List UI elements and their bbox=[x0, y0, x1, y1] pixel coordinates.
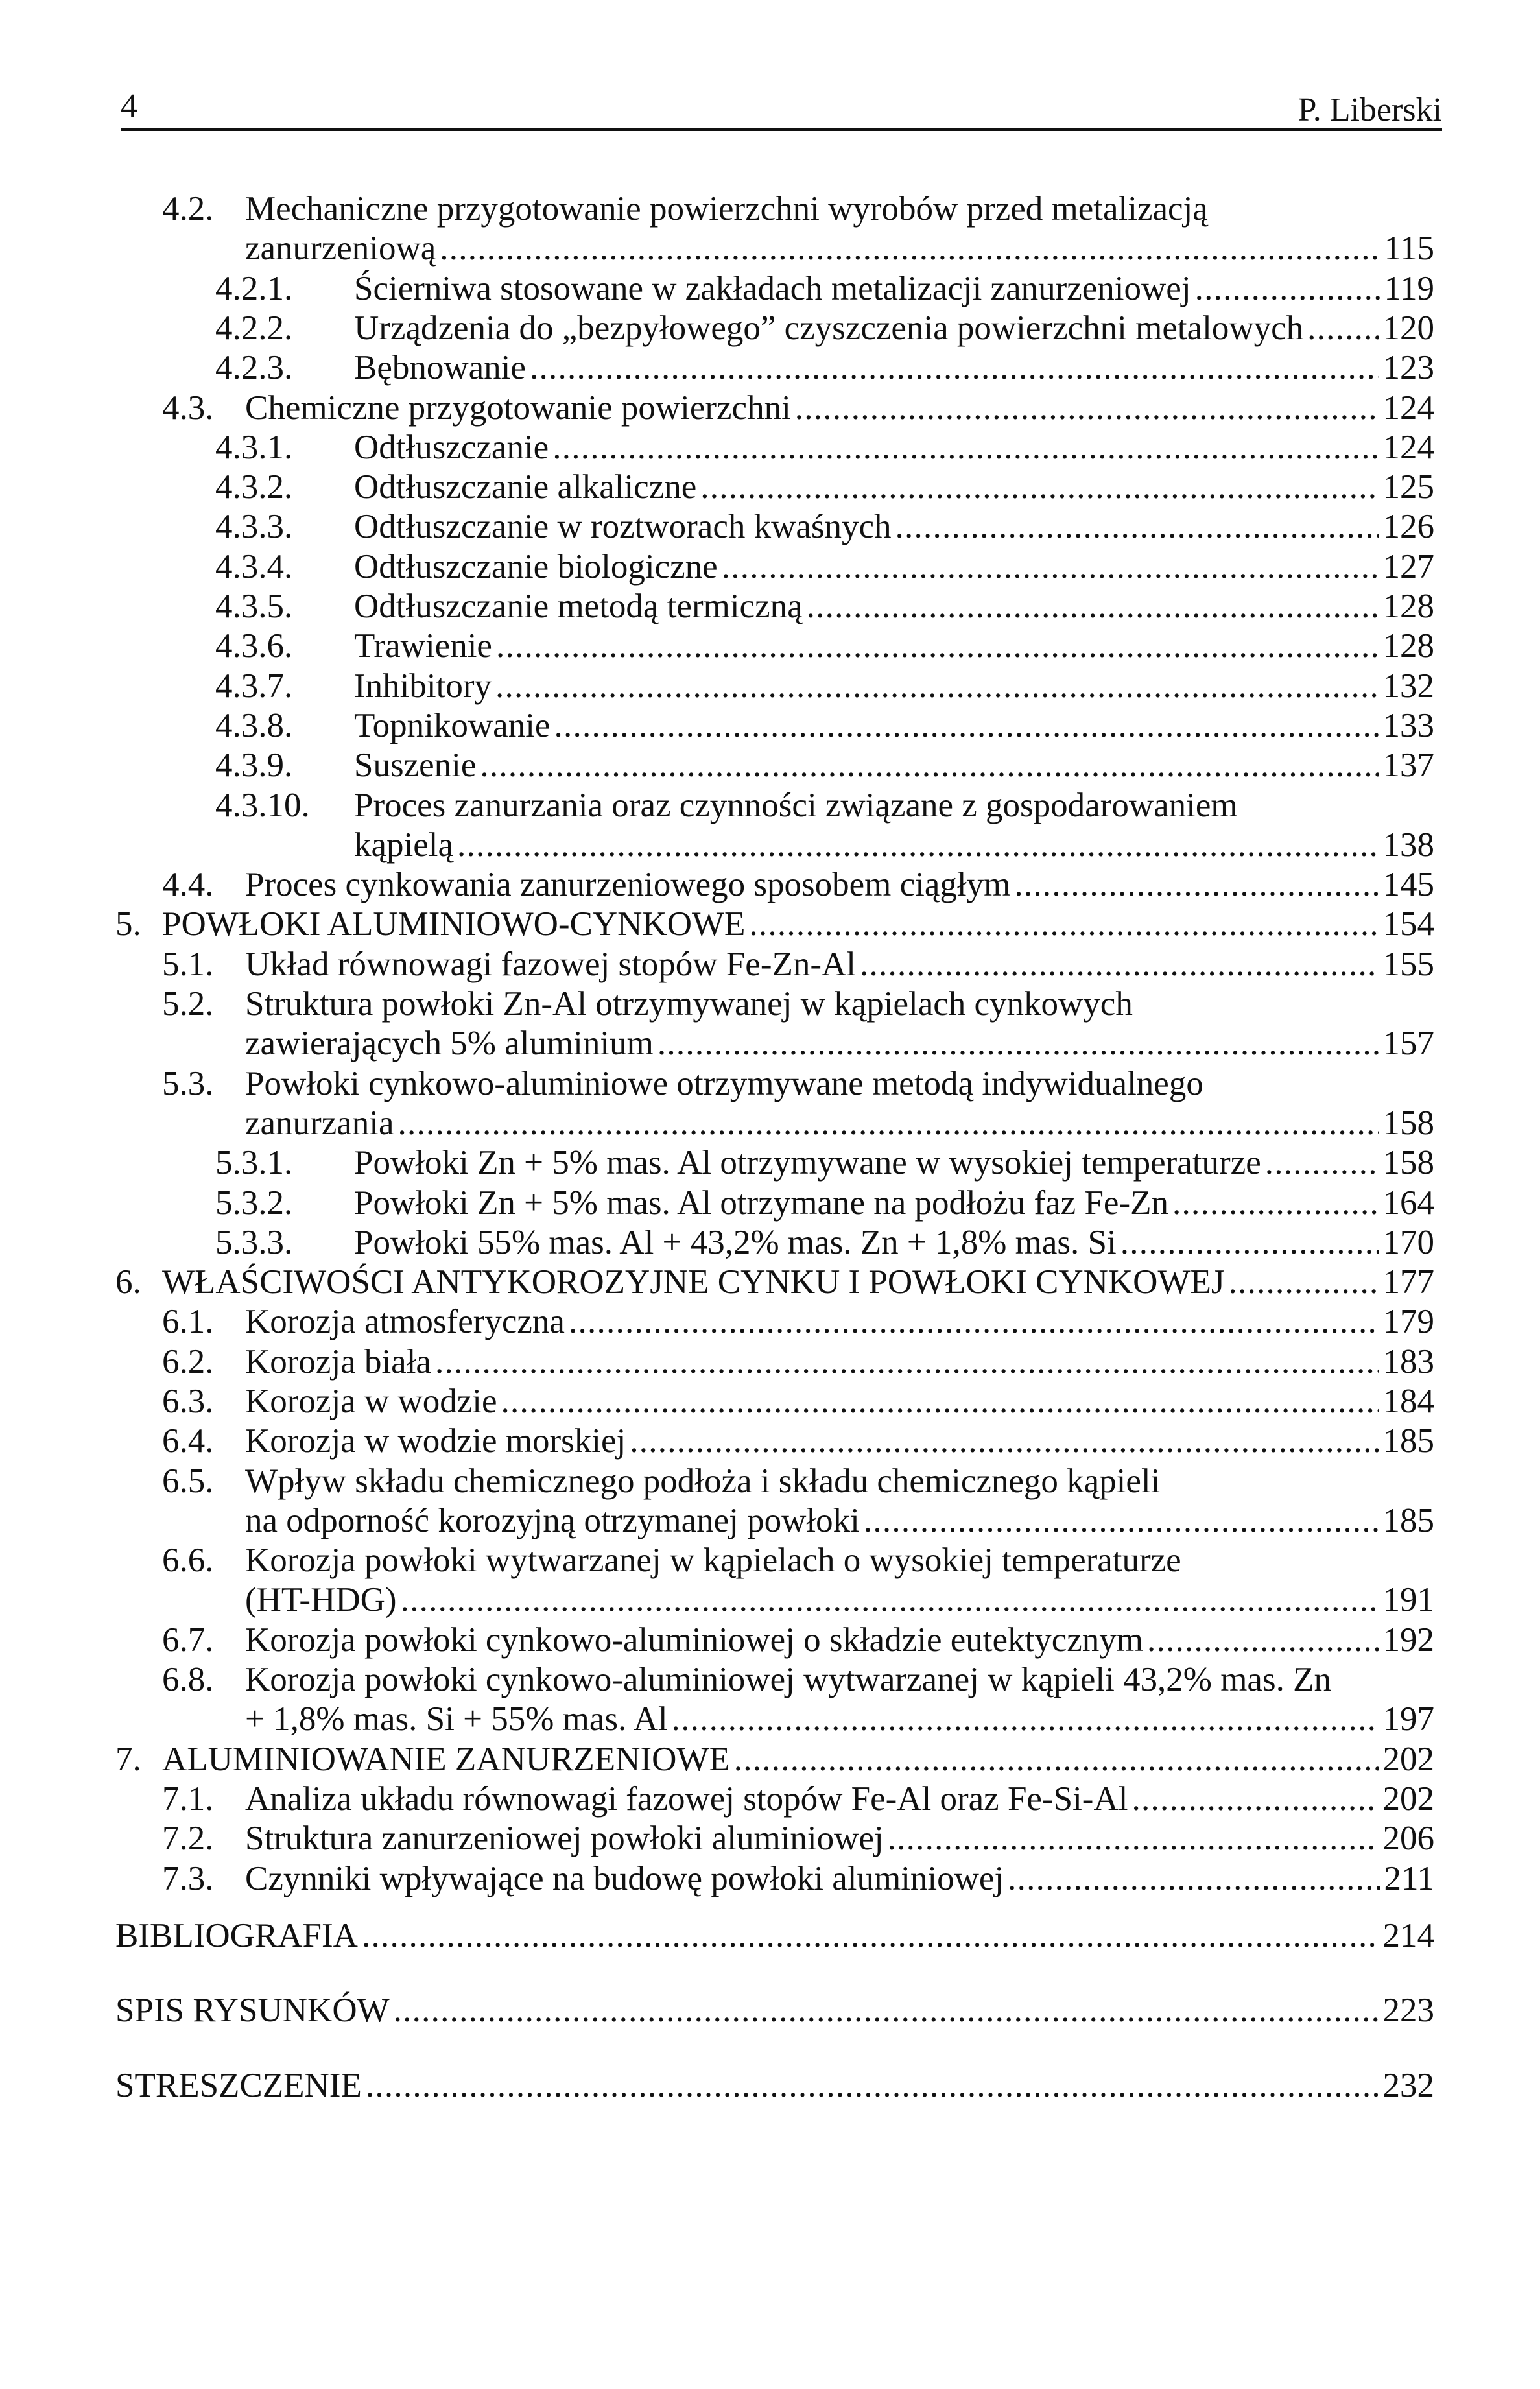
toc-entry-page: 185 bbox=[1382, 1422, 1434, 1460]
toc-entry-page: 137 bbox=[1382, 746, 1434, 785]
toc-entry-title: Odtłuszczanie alkaliczne bbox=[354, 468, 697, 506]
toc-entry[interactable] bbox=[0, 1064, 1540, 1144]
toc-entry-title: Korozja powłoki wytwarzanej w kąpielach o wysokiej temperaturze bbox=[245, 1541, 1181, 1580]
toc-entry-title: kąpielą bbox=[354, 826, 454, 864]
toc-entry-title: Korozja w wodzie morskiej bbox=[245, 1422, 626, 1460]
toc-entry-number: 4.3.8. bbox=[215, 706, 293, 744]
toc-entry-page: 158 bbox=[1382, 1104, 1434, 1142]
toc-entry-number: 4.3.5. bbox=[215, 588, 293, 625]
toc-entry-title: Powłoki Zn + 5% mas. Al otrzymywane w wysokiej temperaturze bbox=[354, 1144, 1261, 1182]
toc-entry-page: 191 bbox=[1382, 1581, 1434, 1619]
toc-entry-page: 124 bbox=[1382, 388, 1434, 427]
toc-entry[interactable] bbox=[0, 1541, 1540, 1621]
toc-entry-title: Trawienie bbox=[354, 627, 492, 665]
toc-entry[interactable] bbox=[0, 1302, 1540, 1342]
dot-leader bbox=[1131, 1779, 1379, 1818]
dot-leader bbox=[1014, 865, 1379, 904]
toc-entry-title: BIBLIOGRAFIA bbox=[115, 1916, 358, 1955]
toc-entry-page: 155 bbox=[1382, 945, 1434, 983]
dot-leader bbox=[1228, 1263, 1379, 1301]
toc-entry-page: 115 bbox=[1384, 230, 1434, 268]
toc-entry-page: 185 bbox=[1382, 1501, 1434, 1539]
toc-entry-title: Czynniki wpływające na budowę powłoki aluminiowej bbox=[245, 1859, 1004, 1897]
dot-leader bbox=[1195, 269, 1380, 308]
toc-entry-number: 6.3. bbox=[162, 1383, 214, 1420]
toc-entry-page: 202 bbox=[1382, 1740, 1434, 1778]
page-header bbox=[121, 83, 1442, 131]
toc-entry[interactable] bbox=[0, 1223, 1540, 1263]
dot-leader bbox=[480, 746, 1379, 785]
toc-entry-page: 127 bbox=[1382, 547, 1434, 586]
toc-entry-title: zanurzeniową bbox=[245, 230, 436, 268]
toc-entry[interactable] bbox=[0, 1183, 1540, 1223]
running-author: P. Liberski bbox=[1297, 91, 1442, 128]
dot-leader bbox=[807, 587, 1379, 626]
dot-leader bbox=[1265, 1143, 1379, 1182]
toc-entry-page: 138 bbox=[1382, 826, 1434, 864]
toc-entry-title: Odtłuszczanie metodą termiczną bbox=[354, 588, 803, 625]
toc-entry-title: Odtłuszczanie w roztworach kwaśnych bbox=[354, 508, 892, 546]
toc-entry-number: 5. bbox=[115, 905, 141, 944]
toc-entry[interactable] bbox=[0, 905, 1540, 944]
toc-entry-title: Odtłuszczanie biologiczne bbox=[354, 547, 718, 586]
toc-entry-page: 232 bbox=[1382, 2066, 1434, 2104]
dot-leader bbox=[722, 547, 1379, 586]
toc-entry-title: + 1,8% mas. Si + 55% mas. Al bbox=[245, 1700, 668, 1739]
toc-entry-number: 5.1. bbox=[162, 945, 214, 983]
toc-entry[interactable] bbox=[0, 1342, 1540, 1382]
toc-entry-title: Korozja w wodzie bbox=[245, 1383, 497, 1420]
toc-entry-title: ALUMINIOWANIE ZANURZENIOWE bbox=[162, 1740, 730, 1778]
toc-entry-number: 6.6. bbox=[162, 1541, 214, 1580]
toc-entry-number: 4.3.7. bbox=[215, 667, 293, 705]
toc-entry-page: 132 bbox=[1382, 667, 1434, 705]
dot-leader bbox=[700, 468, 1379, 506]
toc-entry[interactable] bbox=[0, 1382, 1540, 1421]
toc-entry[interactable] bbox=[0, 1462, 1540, 1541]
toc-entry-title: Korozja powłoki cynkowo-aluminiowej o składzie eutektycznym bbox=[245, 1621, 1143, 1659]
dot-leader bbox=[496, 626, 1379, 665]
dot-leader bbox=[530, 348, 1379, 387]
toc-entry-title: WŁAŚCIWOŚCI ANTYKOROZYJNE CYNKU I POWŁOKI CYNKOWEJ bbox=[162, 1263, 1225, 1301]
toc-entry[interactable] bbox=[0, 1991, 1540, 2030]
toc-entry[interactable] bbox=[0, 1421, 1540, 1461]
toc-entry-title: Ścierniwa stosowane w zakładach metalizacji zanurzeniowej bbox=[354, 269, 1191, 307]
toc-entry-title: Chemiczne przygotowanie powierzchni bbox=[245, 388, 791, 427]
dot-leader bbox=[366, 2066, 1379, 2105]
toc-entry[interactable] bbox=[0, 1263, 1540, 1302]
toc-entry-number: 6. bbox=[115, 1263, 141, 1301]
toc-entry[interactable] bbox=[0, 468, 1540, 507]
toc-entry-page: 184 bbox=[1382, 1383, 1434, 1420]
toc-entry[interactable] bbox=[0, 746, 1540, 785]
toc-entry-title: Inhibitory bbox=[354, 667, 492, 705]
toc-entry[interactable] bbox=[0, 1660, 1540, 1740]
dot-leader bbox=[1307, 309, 1379, 348]
dot-leader bbox=[401, 1580, 1379, 1619]
toc-entry-page: 177 bbox=[1382, 1263, 1434, 1301]
toc-entry-number: 6.7. bbox=[162, 1621, 214, 1659]
toc-entry-title: Korozja atmosferyczna bbox=[245, 1303, 565, 1341]
toc-entry-page: 145 bbox=[1382, 866, 1434, 904]
dot-leader bbox=[398, 1104, 1379, 1143]
dot-leader bbox=[860, 945, 1379, 984]
toc-entry[interactable] bbox=[0, 388, 1540, 428]
toc-entry[interactable] bbox=[0, 507, 1540, 547]
toc-entry-page: 123 bbox=[1382, 349, 1434, 387]
toc-entry-title: (HT-HDG) bbox=[245, 1581, 397, 1619]
dot-leader bbox=[495, 667, 1379, 706]
toc-entry-number: 4.3.2. bbox=[215, 468, 293, 506]
toc-entry-page: 158 bbox=[1382, 1144, 1434, 1182]
dot-leader bbox=[888, 1819, 1379, 1858]
toc-entry[interactable] bbox=[0, 667, 1540, 706]
dot-leader bbox=[362, 1916, 1379, 1955]
toc-entry[interactable] bbox=[0, 547, 1540, 587]
toc-entry-page: 202 bbox=[1382, 1780, 1434, 1818]
toc-entry-title: Korozja biała bbox=[245, 1342, 431, 1381]
toc-entry-number: 7.3. bbox=[162, 1859, 214, 1897]
toc-entry[interactable] bbox=[0, 2066, 1540, 2106]
toc-entry[interactable] bbox=[0, 626, 1540, 666]
toc-entry[interactable] bbox=[0, 587, 1540, 626]
dot-leader bbox=[895, 507, 1379, 546]
toc-entry-page: 125 bbox=[1382, 468, 1434, 506]
toc-entry-title: Proces zanurzania oraz czynności związane z gospodarowaniem bbox=[354, 786, 1238, 824]
toc-entry-page: 128 bbox=[1382, 588, 1434, 625]
toc-entry-page: 164 bbox=[1382, 1183, 1434, 1222]
toc-entry-page: 128 bbox=[1382, 627, 1434, 665]
toc-entry-page: 197 bbox=[1382, 1700, 1434, 1739]
toc-entry[interactable] bbox=[0, 1916, 1540, 1956]
toc-entry-page: 214 bbox=[1382, 1916, 1434, 1955]
dot-leader bbox=[864, 1501, 1379, 1540]
toc-entry-number: 7.2. bbox=[162, 1820, 214, 1858]
toc-entry-page: 183 bbox=[1382, 1342, 1434, 1381]
toc-entry-page: 120 bbox=[1382, 309, 1434, 347]
toc-entry[interactable] bbox=[0, 269, 1540, 309]
toc-entry-title: Analiza układu równowagi fazowej stopów Fe-Al oraz Fe-Si-Al bbox=[245, 1780, 1128, 1818]
toc-entry[interactable] bbox=[0, 786, 1540, 866]
toc-entry-number: 7. bbox=[115, 1740, 141, 1778]
toc-entry[interactable] bbox=[0, 348, 1540, 388]
toc-entry-page: 154 bbox=[1382, 905, 1434, 944]
toc-entry-title: Mechaniczne przygotowanie powierzchni wyrobów przed metalizacją bbox=[245, 190, 1208, 228]
toc-entry-title: STRESZCZENIE bbox=[115, 2066, 362, 2104]
toc-entry-title: Wpływ składu chemicznego podłoża i składu chemicznego kąpieli bbox=[245, 1462, 1161, 1500]
dot-leader bbox=[440, 229, 1380, 268]
toc-entry-number: 4.2.3. bbox=[215, 349, 293, 387]
toc-entry-title: Powłoki cynkowo-aluminiowe otrzymywane metodą indywidualnego bbox=[245, 1064, 1203, 1102]
toc-entry-title: Bębnowanie bbox=[354, 349, 526, 387]
toc-entry-title: Suszenie bbox=[354, 746, 477, 785]
toc-entry-number: 6.4. bbox=[162, 1422, 214, 1460]
toc-entry-number: 4.2.1. bbox=[215, 269, 293, 307]
toc-entry-title: Powłoki 55% mas. Al + 43,2% mas. Zn + 1,8% mas. Si bbox=[354, 1223, 1117, 1261]
dot-leader bbox=[554, 706, 1379, 745]
toc-entry[interactable] bbox=[0, 984, 1540, 1064]
dot-leader bbox=[657, 1024, 1379, 1063]
toc-entry[interactable] bbox=[0, 1621, 1540, 1660]
toc-entry[interactable] bbox=[0, 1740, 1540, 1779]
dot-leader bbox=[630, 1421, 1379, 1460]
toc-entry-title: SPIS RYSUNKÓW bbox=[115, 1991, 390, 2030]
toc-entry-page: 124 bbox=[1382, 428, 1434, 466]
toc-entry-number: 7.1. bbox=[162, 1780, 214, 1818]
toc-entry-number: 4.3.10. bbox=[215, 786, 310, 824]
toc-entry-page: 133 bbox=[1382, 706, 1434, 744]
toc-entry-page: 170 bbox=[1382, 1223, 1434, 1261]
dot-leader bbox=[1172, 1183, 1379, 1222]
toc-entry-title: zanurzania bbox=[245, 1104, 394, 1142]
dot-leader bbox=[1147, 1621, 1379, 1659]
toc-entry-number: 6.1. bbox=[162, 1303, 214, 1341]
dot-leader bbox=[435, 1342, 1379, 1381]
dot-leader bbox=[552, 428, 1379, 467]
toc-entry-number: 5.3.3. bbox=[215, 1223, 293, 1261]
toc-entry-page: 126 bbox=[1382, 508, 1434, 546]
toc-entry-number: 4.3.6. bbox=[215, 627, 293, 665]
toc-entry-title: Powłoki Zn + 5% mas. Al otrzymane na podłożu faz Fe-Zn bbox=[354, 1183, 1168, 1222]
toc-entry[interactable] bbox=[0, 1143, 1540, 1183]
toc-entry-page: 157 bbox=[1382, 1025, 1434, 1063]
toc-entry-number: 4.4. bbox=[162, 866, 214, 904]
toc-entry-number: 5.3. bbox=[162, 1064, 214, 1102]
toc-entry-page: 179 bbox=[1382, 1303, 1434, 1341]
toc-entry[interactable] bbox=[0, 1779, 1540, 1819]
toc-entry-number: 4.2.2. bbox=[215, 309, 293, 347]
dot-leader bbox=[672, 1700, 1379, 1739]
toc-entry-number: 6.2. bbox=[162, 1342, 214, 1381]
toc-entry-number: 5.3.2. bbox=[215, 1183, 293, 1222]
dot-leader bbox=[569, 1302, 1379, 1341]
toc-entry-number: 4.3.1. bbox=[215, 428, 293, 466]
toc-entry[interactable] bbox=[0, 706, 1540, 746]
toc-entry-number: 4.3.3. bbox=[215, 508, 293, 546]
toc-entry-title: Proces cynkowania zanurzeniowego sposobem ciągłym bbox=[245, 866, 1011, 904]
toc-entry-page: 223 bbox=[1382, 1991, 1434, 2030]
toc-entry-page: 192 bbox=[1382, 1621, 1434, 1659]
dot-leader bbox=[749, 905, 1379, 944]
toc-entry-number: 6.8. bbox=[162, 1661, 214, 1699]
toc-entry[interactable] bbox=[0, 865, 1540, 905]
toc-entry-page: 119 bbox=[1384, 269, 1434, 307]
toc-entry-title: Struktura powłoki Zn-Al otrzymywanej w kąpielach cynkowych bbox=[245, 985, 1133, 1023]
toc-entry-number: 4.3.9. bbox=[215, 746, 293, 785]
toc-entry-page: 206 bbox=[1382, 1820, 1434, 1858]
toc-entry[interactable] bbox=[0, 428, 1540, 468]
toc-entry-number: 4.3. bbox=[162, 388, 214, 427]
toc-entry[interactable] bbox=[0, 945, 1540, 984]
toc-entry-page: 211 bbox=[1384, 1859, 1434, 1897]
toc-entry-title: Korozja powłoki cynkowo-aluminiowej wytwarzanej w kąpieli 43,2% mas. Zn bbox=[245, 1661, 1331, 1699]
toc-entry[interactable] bbox=[0, 189, 1540, 269]
toc-entry-title: Topnikowanie bbox=[354, 706, 551, 744]
dot-leader bbox=[1120, 1223, 1379, 1262]
dot-leader bbox=[501, 1382, 1379, 1421]
page-number: 4 bbox=[121, 88, 137, 125]
toc-entry-number: 5.2. bbox=[162, 985, 214, 1023]
toc-entry-number: 4.3.4. bbox=[215, 547, 293, 586]
toc-entry-title: zawierających 5% aluminium bbox=[245, 1025, 654, 1063]
toc-entry-number: 5.3.1. bbox=[215, 1144, 293, 1182]
toc-entry-title: POWŁOKI ALUMINIOWO-CYNKOWE bbox=[162, 905, 746, 944]
toc-entry-title: na odporność korozyjną otrzymanej powłoki bbox=[245, 1501, 860, 1539]
toc-entry[interactable] bbox=[0, 309, 1540, 348]
toc-entry[interactable] bbox=[0, 1859, 1540, 1899]
dot-leader bbox=[457, 826, 1379, 864]
dot-leader bbox=[1008, 1859, 1380, 1898]
toc-entry-number: 6.5. bbox=[162, 1462, 214, 1500]
toc-entry-number: 4.2. bbox=[162, 190, 214, 228]
dot-leader bbox=[734, 1740, 1379, 1779]
dot-leader bbox=[795, 388, 1379, 427]
toc-entry-title: Układ równowagi fazowej stopów Fe-Zn-Al bbox=[245, 945, 856, 983]
toc-entry-title: Odtłuszczanie bbox=[354, 428, 549, 466]
toc-entry-title: Urządzenia do „bezpyłowego” czyszczenia powierzchni metalowych bbox=[354, 309, 1304, 347]
dot-leader bbox=[394, 1991, 1379, 2030]
toc-entry-title: Struktura zanurzeniowej powłoki aluminiowej bbox=[245, 1820, 884, 1858]
toc-entry[interactable] bbox=[0, 1819, 1540, 1859]
